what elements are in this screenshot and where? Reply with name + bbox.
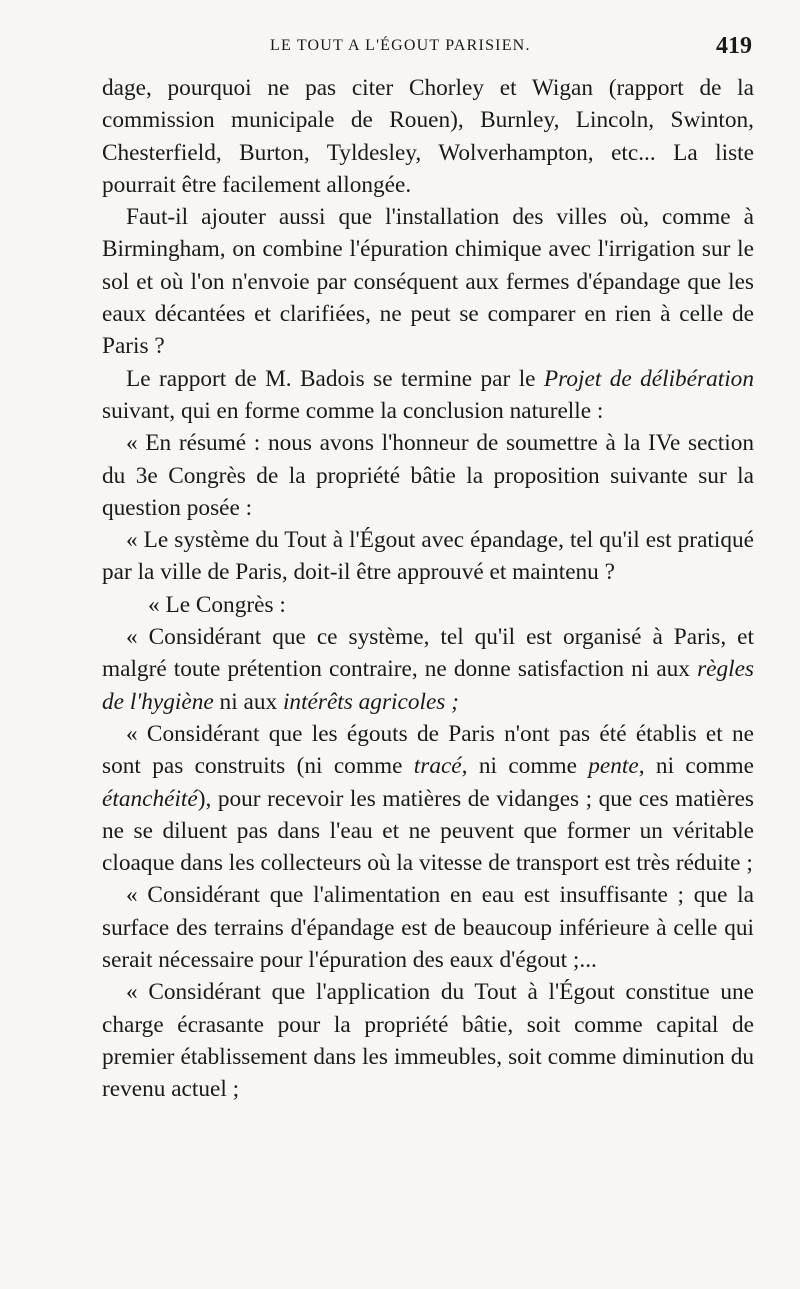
paragraph-text: ni aux	[213, 688, 283, 715]
italic-term: Projet de délibération	[543, 365, 754, 392]
paragraph-le-congres: « Le Congrès :	[148, 591, 286, 618]
page-header	[102, 34, 752, 64]
paragraph-considerant-systeme	[102, 621, 754, 718]
italic-term: étanchéité	[102, 785, 198, 812]
paragraph-badois-report	[102, 363, 754, 428]
body-text	[102, 72, 754, 1106]
italic-term: pente,	[588, 753, 645, 780]
paragraph-considerant-application: « Considérant que l'application du Tout à l'Égout constitue une charge écrasante pour la propriété bâtie, soit comme capital de premier établissement dans les immeubles, soit comme diminution du revenu actuel ;	[102, 979, 754, 1103]
italic-term: intérêts agricoles ;	[282, 688, 459, 715]
paragraph-continuation: dage, pourquoi ne pas citer Chorley et Wigan (rapport de la commission municipale de Rouen), Burnley, Lincoln, Swinton, Chesterfield, Burton, Tyldesley, Wolverhampton, etc... La liste pourrait être facilement allongée.	[102, 75, 754, 198]
paragraph-text: ni comme	[644, 753, 754, 780]
paragraph-considerant-egouts	[102, 718, 754, 879]
paragraph-considerant-alimentation: « Considérant que l'alimentation en eau est insuffisante ; que la surface des terrains d'épandage est de beaucoup inférieure à celle qui serait nécessaire pour l'épuration des eaux d'égout ;...	[102, 882, 754, 974]
paragraph-text: ni comme	[467, 753, 589, 780]
italic-term: tracé,	[413, 753, 468, 780]
page-number: 419	[716, 33, 752, 59]
paragraph-text: « Considérant que les égouts de Paris n'ont pas été établis et ne sont pas construits (ni comme	[102, 720, 754, 780]
paragraph-question: « Le système du Tout à l'Égout avec épandage, tel qu'il est pratiqué par la ville de Paris, doit-il être approuvé et maintenu ?	[102, 527, 754, 586]
running-title: LE TOUT A L'ÉGOUT PARISIEN.	[270, 37, 531, 54]
paragraph-birmingham: Faut-il ajouter aussi que l'installation des villes où, comme à Birmingham, on combine l'épuration chimique avec l'irrigation sur le sol et où l'on n'envoie par conséquent aux fermes d'épandage que les eaux décantées et clarifiées, ne peut se comparer en rien à celle de Paris ?	[102, 204, 754, 360]
paragraph-text: ), pour recevoir les matières de vidanges ; que ces matières ne se diluent pas dans l'eau et ne peuvent que former un véritable cloaque dans les collecteurs où la vitesse de transport est très réduite ;	[102, 785, 754, 877]
italic-term: règles de l'hygiène	[102, 656, 754, 715]
paragraph-text: « Considérant que ce système, tel qu'il est organisé à Paris, et malgré toute prétention contraire, ne donne satisfaction ni aux	[102, 624, 754, 683]
paragraph-text: Le rapport de M. Badois se termine par le	[126, 365, 544, 392]
paragraph-text: suivant, qui en forme comme la conclusion naturelle :	[102, 397, 604, 424]
paragraph-en-resume: « En résumé : nous avons l'honneur de soumettre à la IVe section du 3e Congrès de la propriété bâtie la proposition suivante sur la question posée :	[102, 430, 754, 521]
